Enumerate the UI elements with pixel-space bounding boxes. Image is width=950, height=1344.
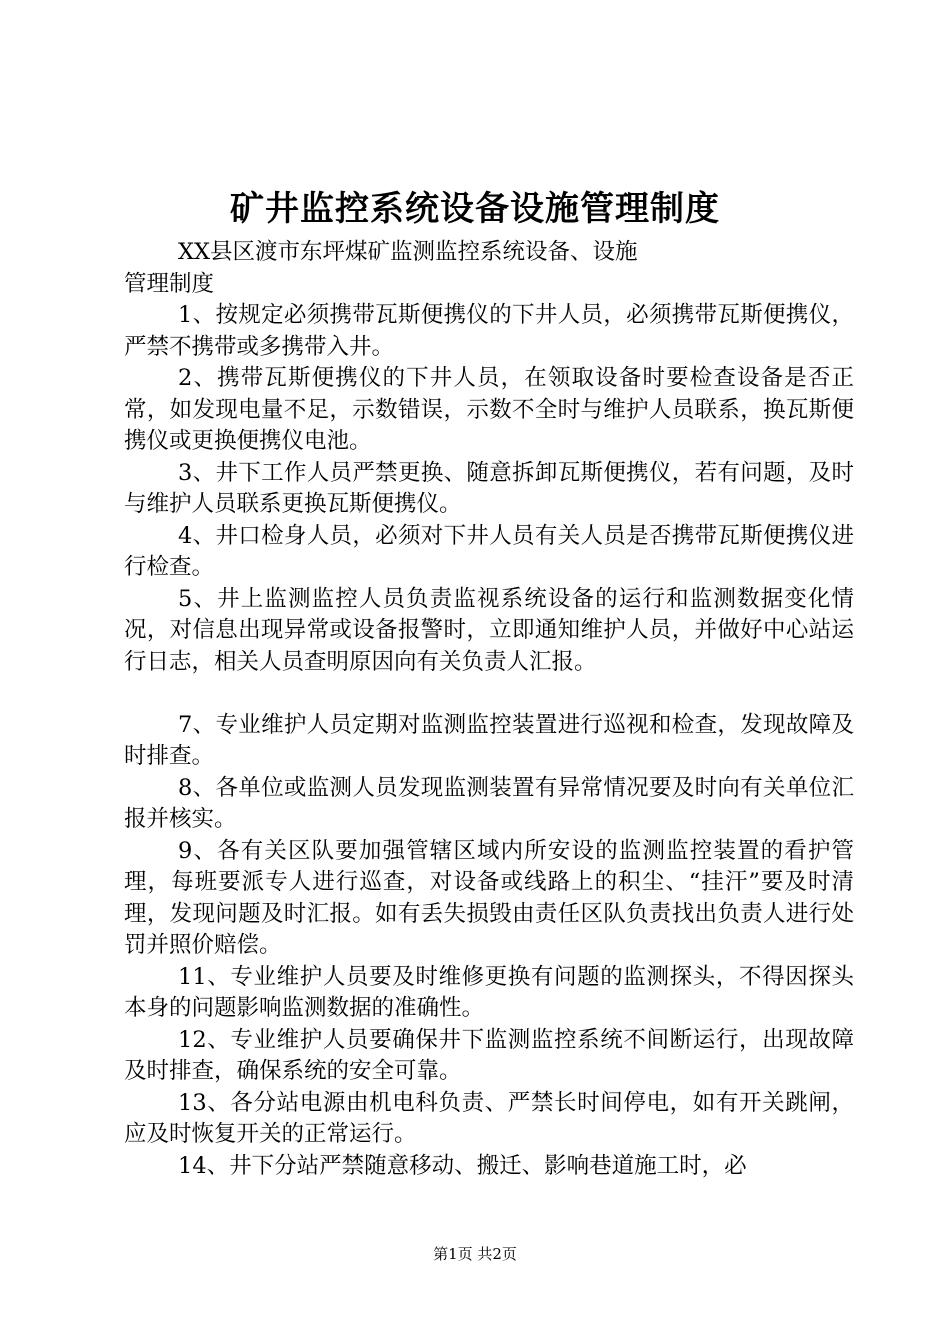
paragraph-13: 13、各分站电源由机电科负责、严禁长时间停电，如有开关跳闸，应及时恢复开关的正常运行。: [124, 1089, 854, 1147]
paragraph-3: 3、井下工作人员严禁更换、随意拆卸瓦斯便携仪，若有问题，及时与维护人员联系更换瓦斯便携仪。: [124, 459, 854, 517]
paragraph-8: 8、各单位或监测人员发现监测装置有异常情况要及时向有关单位汇报并核实。: [124, 774, 854, 832]
document-subtitle-line2: 管理制度: [124, 270, 215, 297]
paragraph-9: 9、各有关区队要加强管辖区域内所安设的监测监控装置的看护管理，每班要派专人进行巡查，对设备或线路上的积尘、“挂汗”要及时清理，发现问题及时汇报。如有丢失损毁由责任区队负责找出负责人进行处罚并照价赔偿。: [124, 837, 854, 958]
paragraph-4: 4、井口检身人员，必须对下井人员有关人员是否携带瓦斯便携仪进行检查。: [124, 522, 854, 580]
paragraph-12: 12、专业维护人员要确保井下监测监控系统不间断运行，出现故障及时排查，确保系统的安全可靠。: [124, 1026, 854, 1084]
paragraph-7: 7、专业维护人员定期对监测监控装置进行巡视和检查，发现故障及时排查。: [124, 711, 854, 769]
paragraph-2: 2、携带瓦斯便携仪的下井人员，在领取设备时要检查设备是否正常，如发现电量不足，示数错误，示数不全时与维护人员联系，换瓦斯便携仪或更换便携仪电池。: [124, 365, 854, 454]
document-title: 矿井监控系统设备设施管理制度: [230, 189, 720, 229]
blank-line: [124, 678, 854, 710]
page-footer: 第1页 共2页: [433, 1245, 517, 1263]
document-body: [124, 237, 854, 1182]
paragraph-11: 11、专业维护人员要及时维修更换有问题的监测探头，不得因探头本身的问题影响监测数据的准确性。: [124, 963, 854, 1021]
paragraph-14: 14、井下分站严禁随意移动、搬迁、影响巷道施工时，必: [178, 1152, 747, 1179]
paragraph-5: 5、井上监测监控人员负责监视系统设备的运行和监测数据变化情况，对信息出现异常或设备报警时，立即通知维护人员，并做好中心站运行日志，相关人员查明原因向有关负责人汇报。: [124, 585, 854, 675]
paragraph-1: 1、按规定必须携带瓦斯便携仪的下井人员，必须携带瓦斯便携仪，严禁不携带或多携带入井。: [124, 302, 854, 360]
document-subtitle-line1: XX县区渡市东坪煤矿监测监控系统设备、设施: [178, 239, 638, 265]
